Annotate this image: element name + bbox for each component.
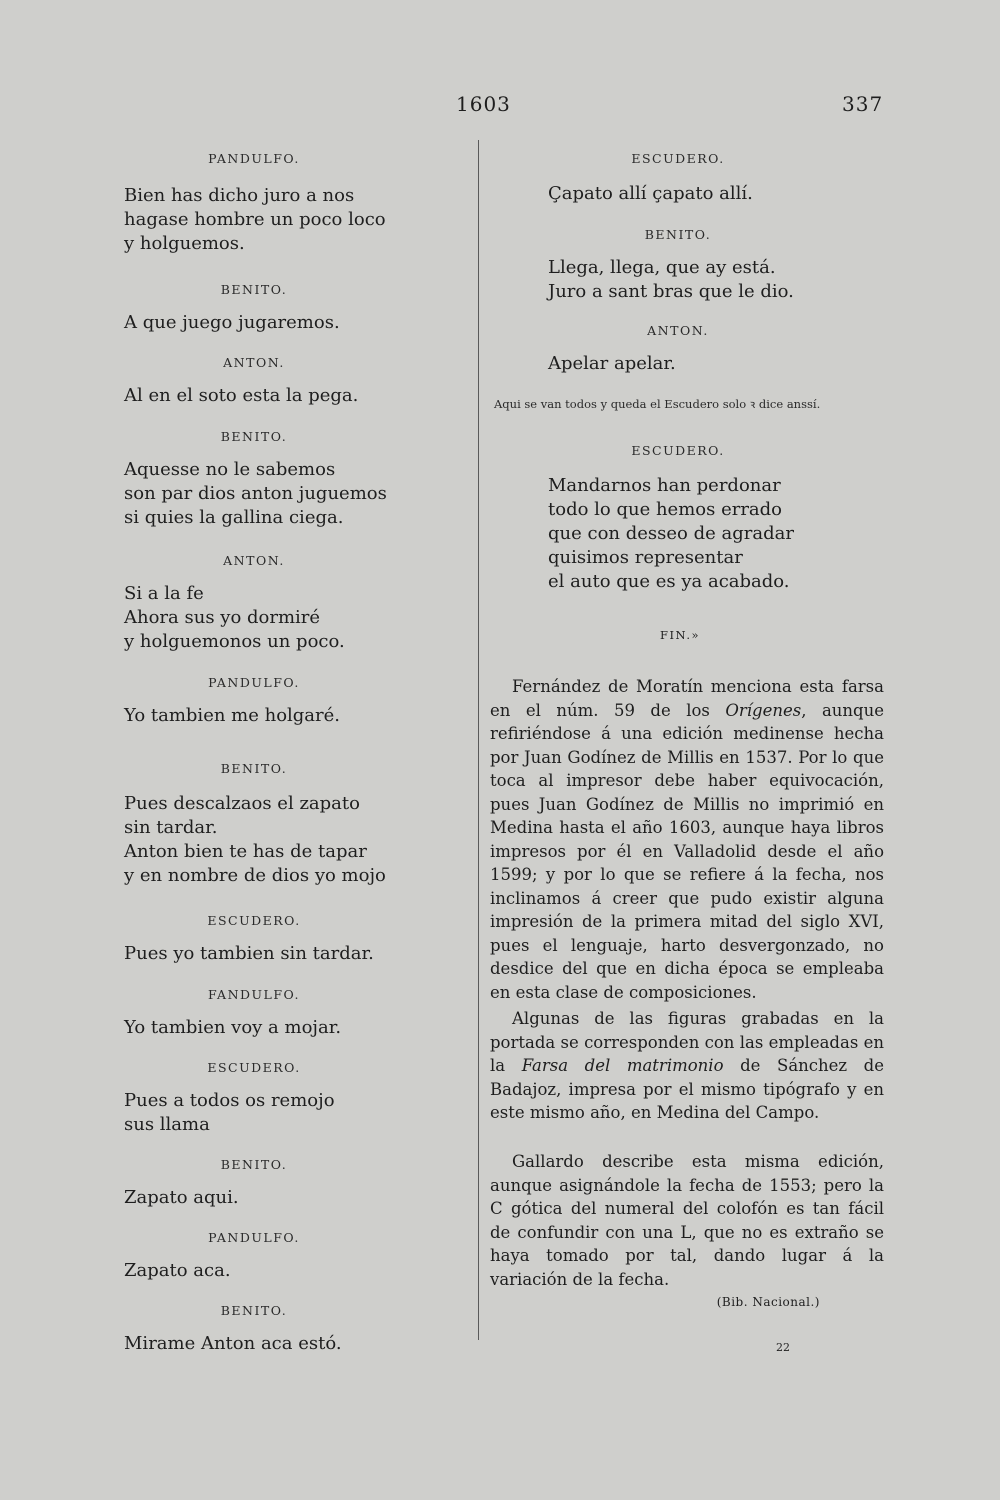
dialogue-block — [124, 553, 464, 654]
italic-title: Farsa del matrimonio — [521, 1056, 724, 1075]
verse-line: hagase hombre un poco loco — [124, 209, 386, 230]
speaker-name: PANDULFO. — [208, 151, 300, 166]
verse-line: sin tardar. — [124, 817, 218, 838]
verse-line: que con desseo de agradar — [548, 523, 794, 544]
paragraph-text: , aunque refiriéndose á una edición medinense hecha por Juan Godínez de Millis en 1537. Por lo que toca al impresor debe haber equivocación, pues Juan Godínez de Millis no imprimió en Medina hasta el año 1603, aunque haya libros impresos por él en Valladolid desde el año 1599; y por lo que se refiere á la fecha, nos inclinamos á creer que pudo existir alguna impresión de la primera mitad del siglo XVI, pues el lenguaje, harto desvergonzado, no desdice del que en dicha época se empleaba en esta clase de composiciones. — [490, 700, 884, 1002]
dialogue-block — [124, 675, 464, 728]
speaker-name: ANTON. — [647, 323, 709, 338]
commentary-paragraph: Gallardo describe esta misma edición, aunque asignándole la fecha de 1553; pero la C gótica del numeral del colofón es tan fácil de confundir con una L, que no es extraño se haya tomado por tal, dando lugar á la variación de la fecha. — [490, 1152, 884, 1289]
dialogue-block — [548, 227, 868, 304]
dialogue-block — [548, 443, 868, 594]
verse-line: si quies la gallina ciega. — [124, 507, 344, 528]
verse-line: Al en el soto esta la pega. — [124, 385, 359, 406]
dialogue-block — [124, 761, 464, 888]
dialogue-block — [124, 282, 464, 335]
verse-line: y en nombre de dios yo mojo — [124, 865, 386, 886]
speaker-name: ESCUDERO. — [631, 443, 725, 458]
speaker-name: BENITO. — [220, 1303, 288, 1318]
verse-line: Çapato allí çapato allí. — [548, 183, 753, 204]
speaker-name: BENITO. — [220, 761, 288, 776]
verse-line: sus llama — [124, 1114, 210, 1135]
verse-line: el auto que es ya acabado. — [548, 571, 790, 592]
verse-line: A que juego jugaremos. — [124, 312, 340, 333]
fin-mark: FIN.» — [659, 628, 701, 642]
speaker-name: FANDULFO. — [207, 987, 301, 1002]
verse-line: Zapato aqui. — [124, 1187, 239, 1208]
speaker-name: ESCUDERO. — [207, 913, 301, 928]
verse-line: Aquesse no le sabemos — [124, 459, 336, 480]
paragraph-text: Fernández de Moratín menciona esta farsa en el núm. 59 de los — [490, 677, 884, 720]
dialogue-block — [124, 355, 464, 408]
dialogue-block — [124, 1230, 464, 1283]
verse-line: Juro a sant bras que le dio. — [548, 281, 794, 302]
verse-line: Si a la fe — [124, 583, 204, 604]
commentary-paragraph — [490, 1007, 884, 1125]
verse-line: Zapato aca. — [124, 1260, 231, 1281]
speaker-name: ESCUDERO. — [631, 151, 725, 166]
paragraph-text: de Sánchez de Badajoz, impresa por el mismo tipógrafo y en este mismo año, en Medina del Campo. — [490, 1056, 885, 1122]
dialogue-block — [124, 1157, 464, 1210]
verse-line: Anton bien te has de tapar — [124, 841, 367, 862]
dialogue-block — [124, 987, 464, 1040]
speaker-name: BENITO. — [644, 227, 712, 242]
speaker-name: ANTON. — [223, 355, 285, 370]
verse-line: quisimos representar — [548, 547, 743, 568]
source-note: (Bib. Nacional.) — [716, 1295, 820, 1309]
column-divider — [478, 140, 479, 1340]
verse-line: Pues descalzaos el zapato — [124, 793, 360, 814]
dialogue-block — [548, 323, 868, 376]
verse-line: todo lo que hemos errado — [548, 499, 783, 520]
dialogue-block — [124, 429, 464, 530]
verse-line: Yo tambien voy a mojar. — [124, 1017, 342, 1038]
page-number: 337 — [842, 92, 884, 116]
italic-title: Orígenes — [725, 700, 802, 720]
paragraph-text: Algunas de las figuras grabadas en la portada se corresponden con las empleadas en la — [490, 1009, 884, 1075]
verse-line: y holguemonos un poco. — [124, 631, 345, 652]
speaker-name: BENITO. — [220, 429, 288, 444]
verse-line: Ahora sus yo dormiré — [124, 607, 321, 628]
dialogue-block — [124, 1303, 464, 1356]
verse-line: Mirame Anton aca estó. — [124, 1333, 342, 1354]
verse-line: Llega, llega, que ay está. — [548, 257, 776, 278]
header-year: 1603 — [456, 92, 511, 116]
verse-line: son par dios anton juguemos — [124, 483, 387, 504]
speaker-name: ESCUDERO. — [207, 1060, 301, 1075]
verse-line: Pues a todos os remojo — [124, 1090, 335, 1111]
speaker-name: PANDULFO. — [208, 675, 300, 690]
verse-line: Yo tambien me holgaré. — [124, 705, 341, 726]
stage-direction: Aqui se van todos y queda el Escudero solo ꝛ dice anssí. — [494, 397, 821, 411]
speaker-name: BENITO. — [220, 282, 288, 297]
dialogue-block — [124, 1060, 464, 1137]
dialogue-block — [124, 913, 464, 966]
speaker-name: PANDULFO. — [208, 1230, 300, 1245]
verse-line: Mandarnos han perdonar — [548, 475, 781, 496]
signature-mark: 22 — [776, 1341, 790, 1354]
verse-line: Bien has dicho juro a nos — [124, 185, 355, 206]
commentary-paragraph — [490, 675, 884, 1004]
verse-line: Pues yo tambien sin tardar. — [124, 943, 374, 964]
dialogue-block — [124, 151, 464, 256]
running-head — [0, 92, 1000, 122]
speaker-name: BENITO. — [220, 1157, 288, 1172]
verse-line: y holguemos. — [124, 233, 245, 254]
speaker-name: ANTON. — [223, 553, 285, 568]
dialogue-block — [548, 151, 868, 206]
verse-line: Apelar apelar. — [548, 353, 676, 374]
